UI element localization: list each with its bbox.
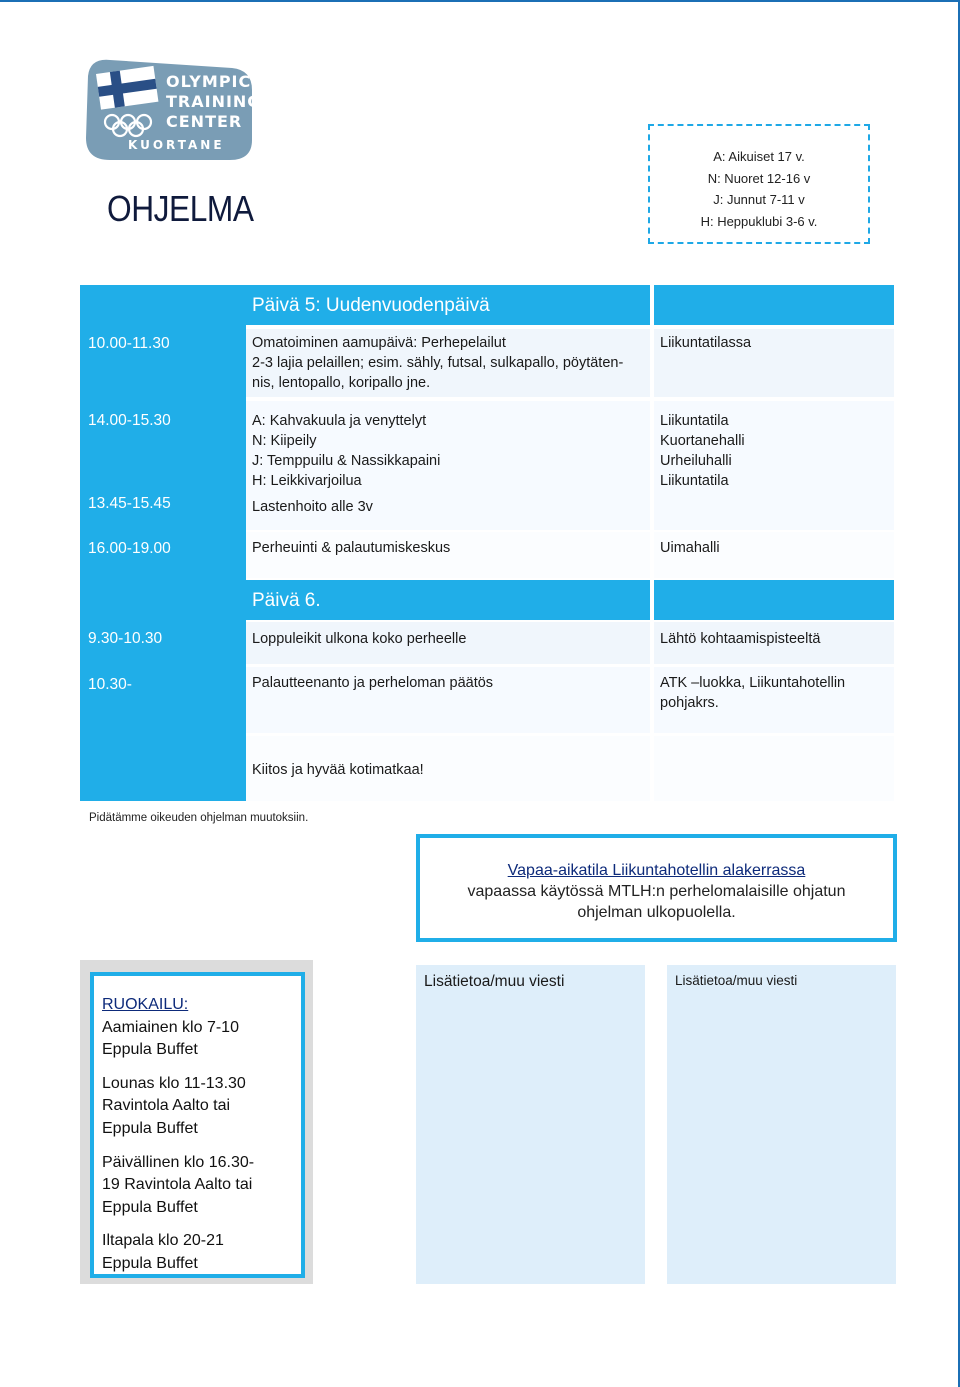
meal-line: Lounas klo 11-13.30 [102, 1074, 246, 1092]
logo-wordmark: OLYMPIC TRAINING CENTER [166, 72, 262, 131]
meal-line: Eppula Buffet [102, 1041, 198, 1059]
meal-times-box [90, 972, 305, 1278]
place-cell: Liikuntatilassa [654, 329, 894, 397]
activity-cell: A: Kahvakuula ja venyttelyt N: Kiipeily J: Temppuilu & Nassikkapaini H: Leikkivarjoilua Lastenhoito alle 3v [246, 401, 650, 530]
time-label: 14.00-15.30 [88, 412, 171, 429]
info-box-right [667, 965, 896, 1284]
time-label: 10.30- [88, 676, 132, 693]
closing-message: Kiitos ja hyvää kotimatkaa! [246, 736, 650, 801]
legend-item: N: Nuoret 12-16 v [707, 170, 811, 186]
time-label: 10.00-11.30 [88, 335, 170, 352]
closing-place-cell [654, 736, 894, 801]
day5-header-place [654, 285, 894, 325]
day6-header-place [654, 580, 894, 620]
meal-line: Eppula Buffet [102, 1198, 198, 1216]
meal-line: Ravintola Aalto tai [102, 1097, 231, 1115]
info-box-label: Lisätietoa/muu viesti [675, 973, 798, 988]
meal-line: Eppula Buffet [102, 1119, 198, 1137]
activity-cell: Perheuinti & palautumiskeskus [246, 532, 650, 578]
activity-cell: Loppuleikit ulkona koko perheelle [246, 622, 650, 664]
day6-title: Päivä 6. [246, 580, 650, 620]
age-group-legend [648, 124, 870, 244]
page-title: OHJELMA [107, 188, 254, 229]
legend-item: J: Junnut 7-11 v [713, 192, 805, 207]
meal-times-panel [80, 960, 313, 1284]
activity-cell: Omatoiminen aamupäivä: Perhepelailut 2-3 lajia pelaillen; esim. sähly, futsal, sulkapallo, pöytäten- nis, lentopallo, koripallo jne. [246, 329, 650, 397]
activity-cell: Palautteenanto ja perheloman päätös [246, 667, 650, 733]
day5-title: Päivä 5: Uudenvuodenpäivä [246, 285, 650, 325]
leisure-room-notice [416, 834, 897, 942]
notice-line: ohjelman ulkopuolella. [577, 904, 736, 921]
place-cell: ATK –luokka, Liikuntahotellin pohjakrs. [654, 667, 894, 733]
disclaimer: Pidätämme oikeuden ohjelman muutoksiin. [89, 812, 309, 824]
place-cell: Liikuntatila Kuortanehalli Urheiluhalli Liikuntatila [654, 401, 894, 530]
meal-line: 19 Ravintola Aalto tai [102, 1176, 253, 1194]
meal-times-title: RUOKAILU: [102, 996, 189, 1013]
legend-item: H: Heppuklubi 3-6 v. [700, 213, 818, 229]
notice-title: Vapaa-aikatila Liikuntahotellin alakerrassa [507, 862, 806, 879]
time-label: 9.30-10.30 [88, 630, 163, 647]
meal-line: Eppula Buffet [102, 1254, 198, 1272]
legend-item: A: Aikuiset 17 v. [713, 149, 805, 164]
notice-line: vapaassa käytössä MTLH:n perhelomalaisille ohjatun [467, 883, 846, 900]
meal-line: Päivällinen klo 16.30- [102, 1153, 255, 1171]
time-label: 16.00-19.00 [88, 540, 171, 557]
olympic-training-center-logo [80, 56, 262, 164]
time-label-childcare: 13.45-15.45 [88, 495, 171, 512]
place-cell: Lähtö kohtaamispisteeltä [654, 622, 894, 664]
meal-line: Iltapala klo 20-21 [102, 1232, 224, 1250]
logo-location: KUORTANE [128, 138, 225, 152]
time-column-day5 [80, 285, 246, 580]
meal-line: Aamiainen klo 7-10 [102, 1018, 239, 1036]
place-cell: Uimahalli [654, 532, 894, 578]
info-box-label: Lisätietoa/muu viesti [424, 973, 565, 990]
info-box-left [416, 965, 645, 1284]
